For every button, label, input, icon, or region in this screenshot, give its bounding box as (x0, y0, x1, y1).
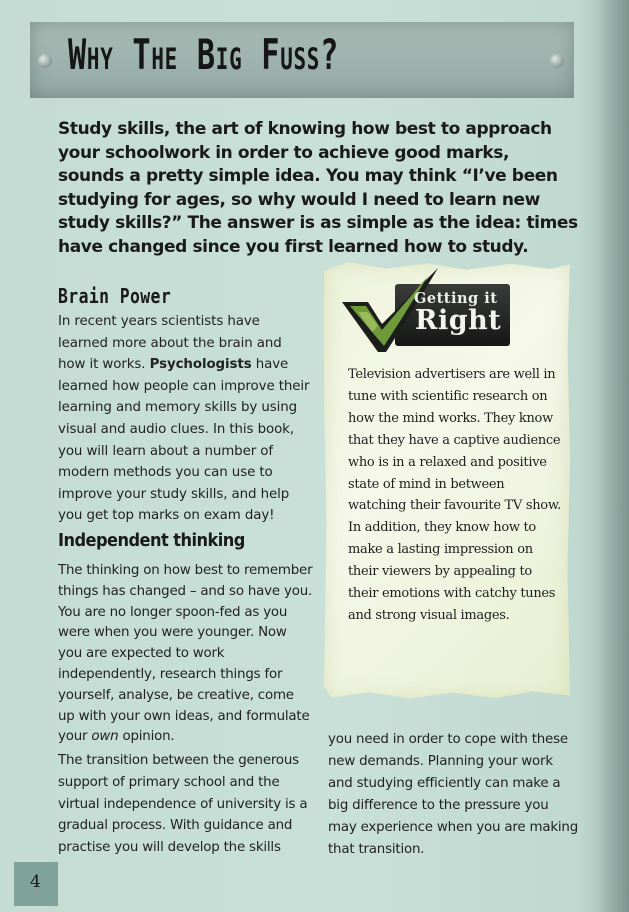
page-number: 4 (30, 872, 41, 892)
badge-label-large: Right (415, 305, 502, 336)
brain-power-paragraph (58, 311, 310, 527)
brain-power-heading: Brain Power (58, 284, 172, 308)
independent-thinking-paragraph (58, 561, 313, 748)
page-title: Why The Big Fuss? (68, 30, 340, 79)
title-banner (30, 22, 574, 98)
transition-paragraph: The transition between the generous support of primary school and the virtual independence of university is a gradual process. With guidance and practise you will develop the skills (58, 753, 308, 856)
badge-label-small: Getting it (414, 290, 498, 307)
emphasis-own: own (91, 729, 119, 745)
independent-text-start: The thinking on how best to remember things has changed – and so have you. You are no longer spoon-fed as you were when you were younger. Now you are expected to work independently, research things for yourself, analyse, be creative, come up with your own ideas, and formulate your (58, 563, 313, 745)
brain-power-text-end: have learned how people can improve their learning and memory skills by using visual and audio clues. In this book, you will learn about a number of modern methods you can use to improve your study skills, and help you get top marks on exam day! (58, 357, 310, 524)
independent-thinking-heading: Independent thinking (58, 530, 245, 551)
note-body-text: Television advertisers are well in tune with scientific research on how the mind works. They know that they have a captive audience who is in a relaxed and positive state of mind in between watching their favourite TV show. In addition, they know how to make a lasting impression on their viewers by appealing to their emotions with catchy tunes and strong visual images. (348, 367, 561, 623)
independent-text-end: opinion. (118, 729, 175, 745)
intro-paragraph: Study skills, the art of knowing how best to approach your schoolwork in order to achieve good marks, sounds a pretty simple idea. You may think “I’ve been studying for ages, so why would I need to learn new study skills?” The answer is as simple as the idea: times have changed since you first learned how to study. (58, 119, 578, 257)
rivet-icon (550, 54, 564, 68)
rivet-icon (38, 54, 52, 68)
glossary-term-psychologists: Psychologists (149, 357, 252, 373)
page-edge-shadow (595, 0, 629, 912)
transition-paragraph-continued: you need in order to cope with these new demands. Planning your work and studying efficiently can make a big difference to the pressure you may experience when you are making that transition. (328, 732, 579, 857)
brain-power-text-start: In recent years scientists have learned more about the brain and how it works. (58, 314, 282, 373)
